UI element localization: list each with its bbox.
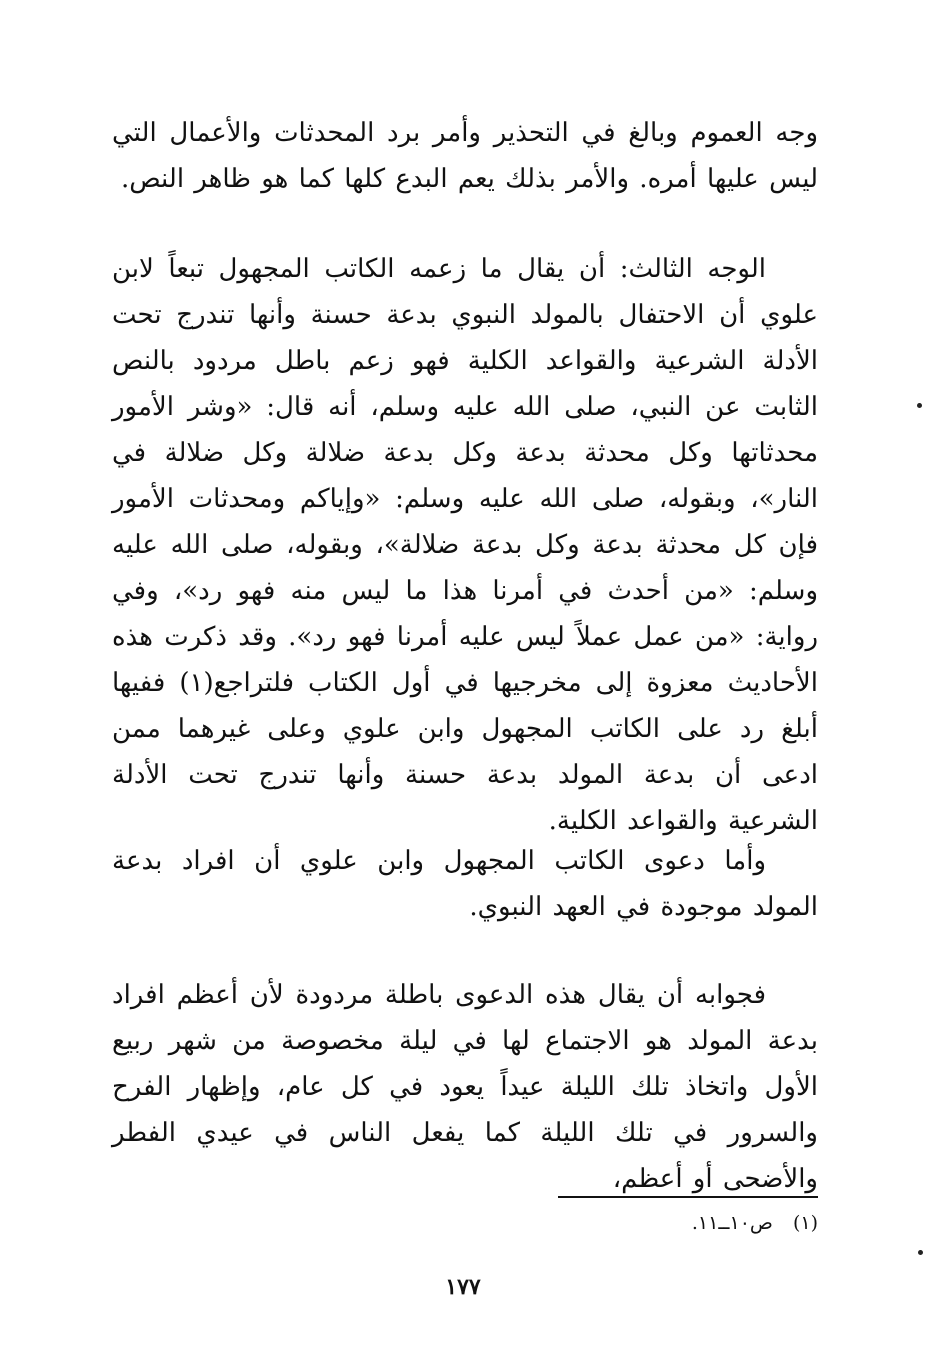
paragraph-1: وجه العموم وبالغ في التحذير وأمر برد المحدثات والأعمال التي ليس عليها أمره. والأمر بذلك يعم البدع كلها كما هو ظاهر النص. xyxy=(112,118,818,194)
scan-speck xyxy=(918,1250,923,1255)
paragraph-3: وأما دعوى الكاتب المجهول وابن علوي أن افراد بدعة المولد موجودة في العهد النبوي. xyxy=(112,846,818,922)
footnote-number: (١) xyxy=(792,1212,818,1234)
footnote-divider xyxy=(558,1196,818,1198)
footnote-text: ص١٠ــ١١. xyxy=(691,1212,773,1234)
page-number: ١٧٧ xyxy=(445,1274,481,1300)
paragraph-4: فجوابه أن يقال هذه الدعوى باطلة مردودة لأن أعظم افراد بدعة المولد هو الاجتماع لها في ليلة مخصوصة من شهر ربيع الأول واتخاذ تلك الليلة عيداً يعود في كل عام، وإظهار الفرح والسرور في تلك الليلة كما يفعل الناس في عيدي الفطر والأضحى أو أعظم، xyxy=(112,980,818,1194)
footnote xyxy=(560,1208,818,1238)
paragraph-2: الوجه الثالث: أن يقال ما زعمه الكاتب المجهول تبعاً لابن علوي أن الاحتفال بالمولد النبوي بدعة حسنة وأنها تندرج تحت الأدلة الشرعية والقواعد الكلية فهو زعم باطل مردود بالنص الثابت عن النبي، صلى الله عليه وسلم، أنه قال: «وشر الأمور محدثاتها وكل محدثة بدعة وكل بدعة ضلالة وكل ضلالة في النار»، وبقوله، صلى الله عليه وسلم: «وإياكم ومحدثات الأمور فإن كل محدثة بدعة وكل بدعة ضلالة»، وبقوله، صلى الله عليه وسلم: «من أحدث في أمرنا هذا ما ليس منه فهو رد»، وفي رواية: «من عمل عملاً ليس عليه أمرنا فهو رد». وقد ذكرت هذه الأحاديث معزوة إلى مخرجيها في أول الكتاب فلتراجع(١) ففيها أبلغ رد على الكاتب المجهول وابن علوي وعلى غيرهما ممن ادعى أن بدعة المولد بدعة حسنة وأنها تندرج تحت الأدلة الشرعية والقواعد الكلية. xyxy=(112,254,818,836)
scan-speck xyxy=(917,403,922,408)
